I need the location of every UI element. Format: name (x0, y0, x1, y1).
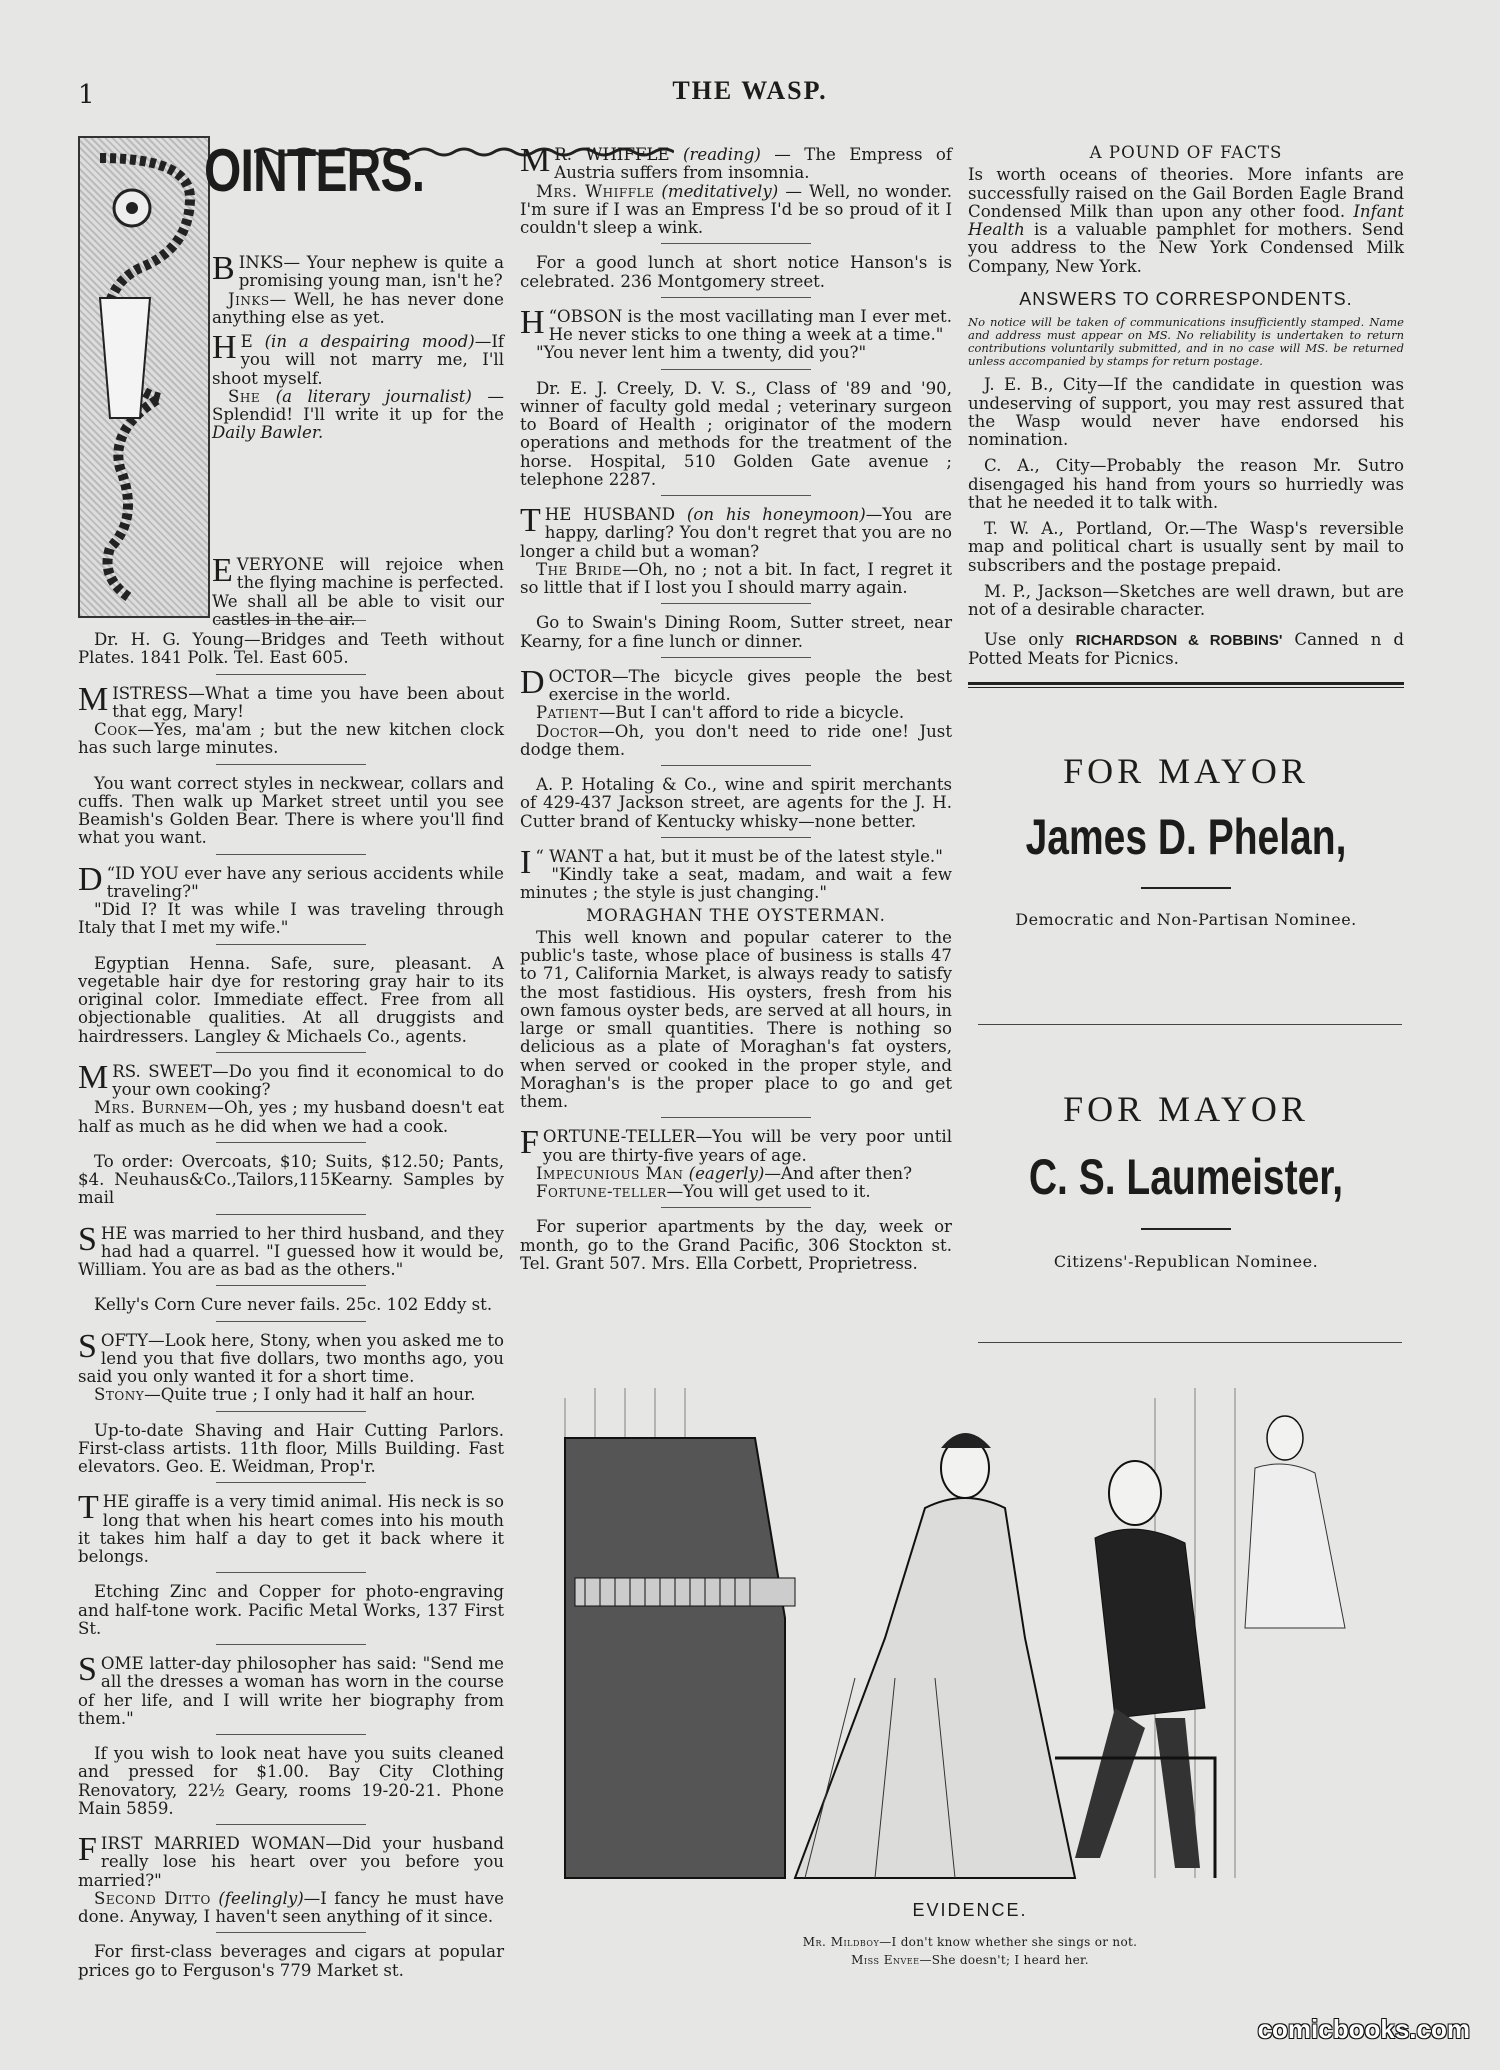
he-item (212, 329, 505, 443)
serpent-illustration (80, 138, 208, 616)
caption-text: —She doesn't; I heard her. (919, 1953, 1089, 1967)
pound-item (968, 166, 1404, 276)
laumeister-ad (968, 1030, 1404, 1271)
double-rule (968, 682, 1404, 688)
hat-line: WANT a hat, but it must be of the latest style." (543, 846, 943, 866)
ad-etching (78, 1583, 504, 1638)
speaker: Mrs. Whiffle (536, 181, 655, 201)
answer-text: T. W. A., Portland, Or.—The Wasp's reversible map and political chart is usually sent by mail to subscribers and the postage prepaid. (968, 519, 1404, 575)
ad-text: Use only (984, 630, 1076, 650)
speaker: Impecunious Man (536, 1163, 684, 1183)
ad-text: For a good lunch at short notice Hanson's is celebrated. 236 Montgomery street. (520, 253, 952, 291)
ad-text: Kelly's Corn Cure never fails. 25c. 102 Eddy st. (94, 1295, 493, 1315)
did-you-line: ID YOU ever have any serious accidents while traveling?" (106, 863, 504, 901)
doctor-line-2: —Oh, you don't need to ride one! Just dodge them. (520, 721, 952, 759)
binks-item (212, 250, 504, 327)
speaker: The Bride (536, 559, 622, 579)
she-married-text: HE was married to her third husband, and they had had a quarrel. "I guessed how it would be, William. You are as bad as the others." (78, 1223, 504, 1279)
answers-heading: ANSWERS TO CORRESPONDENTS. (1019, 288, 1353, 309)
dropcap: D (520, 663, 545, 701)
caption-text: —I don't know whether she sings or not. (879, 1935, 1138, 1949)
answer-twa (968, 520, 1404, 575)
newspaper-name: Daily Bawler. (212, 423, 324, 443)
kindly-line: "Kindly take a seat, madam, and wait a few minutes ; the style is just changing." (520, 865, 952, 903)
ad-text: Egyptian Henna. Safe, sure, pleasant. A vegetable hair dye for restoring gray hair to its original color. Immediate effect. Free from all objectionable qualities. At all druggists and hairdressers. Langley & Michaels Co., agents. (78, 953, 504, 1046)
dropcap: B (212, 250, 235, 287)
ad-young (78, 631, 504, 668)
mistress-item (78, 680, 504, 758)
ad-kelly (78, 1296, 504, 1314)
ad-neuhaus (78, 1153, 504, 1208)
speaker: Doctor (536, 721, 599, 741)
page-number: 1 (78, 80, 95, 110)
cook-line: —Yes, ma'am ; but the new kitchen clock has such large minutes. (78, 720, 504, 758)
speaker: Jinks (228, 289, 270, 309)
caption-line-2 (555, 1953, 1385, 1967)
column-2 (520, 142, 953, 1273)
dropcap: D (78, 860, 103, 898)
husband-line: HE HUSBAND (544, 505, 687, 524)
ad-swain (520, 614, 952, 651)
mistress-line: ISTRESS—What a time you have been about that egg, Mary! (112, 683, 504, 721)
dropcap: S (78, 1220, 97, 1258)
did-you-item: “ D ID YOU ever have any serious accidents while traveling?" "Did I? It was while I was traveling through Italy that I met my wife." (78, 860, 504, 938)
first-married-line: IRST MARRIED WOMAN—Did your husband really lose his heart over you before you married?" (78, 1834, 504, 1890)
pamphlet-title: Infant Health (968, 201, 1404, 239)
sweet-item (78, 1058, 504, 1136)
answer-text: J. E. B., City—If the candidate in question was undeserving of support, you may rest assured that the Wasp would never have endorsed his nomination. (968, 375, 1404, 450)
speaker: Mr. Mildboy (802, 1935, 880, 1949)
ad-hotaling (520, 776, 952, 831)
whiffle-item (520, 142, 952, 237)
ad-text: A. P. Hotaling & Co., wine and spirit merchants of 429-437 Jackson street, are agents for the J. H. Cutter brand of Kentucky whisky—none better. (520, 775, 952, 831)
first-married-item (78, 1831, 504, 1926)
hat-item: “ I WANT a hat, but it must be of the latest style." "Kindly take a seat, madam, and wait a few minutes ; the style is just changing." (520, 843, 952, 903)
pointers-initial-p (78, 136, 210, 618)
dropcap: M (520, 142, 551, 179)
impecunious-line: —And after then? (764, 1163, 912, 1183)
answers-notice: No notice will be taken of communications insufficiently stamped. Name and address must appear on MS. No reliability is undertaken to return contributions voluntarily submitted, and in no case will MS. be returned unless accompanied by stamps for return postage. (968, 314, 1404, 369)
sweet-line: RS. SWEET—Do you find it economical to do your own cooking? (112, 1061, 504, 1099)
divider (978, 1024, 1402, 1025)
evidence-illustration (555, 1378, 1385, 1898)
ad-richardson (968, 631, 1404, 668)
dropcap: F (78, 1831, 97, 1868)
bride-line: —Oh, no ; not a bit. In fact, I regret it so little that if I lost you I should marry again. (520, 559, 953, 597)
brand-name: RICHARDSON & ROBBINS' (1075, 632, 1283, 650)
fortune-line: ORTUNE-TELLER—You will be very poor until you are thirty-five years of age. (542, 1127, 952, 1165)
he-line-2: —If you will not marry me, I'll shoot myself. (212, 332, 505, 388)
candidate-name: C. S. Laumeister, (1028, 1149, 1344, 1205)
pound-text-2: is a valuable pamphlet for mothers. Send you address to the New York Condensed Milk Company, New York. (968, 220, 1404, 276)
softy-item (78, 1327, 504, 1405)
stony-line: —Quite true ; I only had it half an hour. (144, 1385, 476, 1405)
ad-cleaning (78, 1745, 504, 1818)
answer-mp (968, 583, 1404, 620)
doctor-line: OCTOR—The bicycle gives people the best exercise in the world. (548, 666, 952, 704)
dropcap: S (78, 1327, 97, 1365)
answer-jeb (968, 376, 1404, 449)
fortune-line-2: —You will get used to it. (666, 1182, 871, 1201)
pointers-heading: OINTERS. (204, 137, 425, 204)
did-i-line: "Did I? It was while I was traveling through Italy that I met my wife." (78, 900, 504, 938)
ad-text: Etching Zinc and Copper for photo-engraving and half-tone work. Pacific Metal Works, 137 First St. (78, 1582, 504, 1638)
doctor-item (520, 663, 952, 759)
logo-side-text (212, 250, 505, 443)
dropcap: T (520, 502, 541, 539)
ad-text: For superior apartments by the day, week or month, go to the Grand Pacific, 306 Stockton st. Tel. Grant 507. Mrs. Ella Corbett, Proprietress. (520, 1217, 952, 1273)
dropcap: M (78, 680, 109, 718)
dropcap: T (78, 1489, 99, 1527)
giraffe-item (78, 1489, 504, 1566)
phelan-ad (968, 752, 1404, 928)
moraghan-heading: MORAGHAN THE OYSTERMAN. (586, 905, 886, 925)
for-mayor-heading: FOR MAYOR (1063, 1089, 1309, 1129)
softy-line: OFTY—Look here, Stony, when you asked me to lend you that five dollars, two months ago, you said you only wanted it for a short time. (78, 1330, 504, 1386)
stage-direction: (reading) (683, 145, 761, 164)
dropcap: I (520, 843, 532, 881)
moraghan-item (520, 929, 952, 1112)
ad-text: If you wish to look neat have you suits cleaned and pressed for $1.00. Bay City Clothing Renovatory, 22½ Geary, rooms 19-20-21. Phone Main 5859. (78, 1744, 504, 1818)
she-line: — Splendid! I'll write it up for the (212, 386, 504, 424)
speaker: Cook (94, 720, 138, 739)
everyone-text: VERYONE will rejoice when the flying machine is perfected. We shall all be able to visit our castles in the air. (212, 555, 504, 629)
caption-line-1 (555, 1935, 1385, 1949)
column-3 (968, 140, 1404, 928)
speaker: Stony (94, 1385, 145, 1405)
dropcap: E (212, 552, 233, 589)
he-line: E (240, 332, 265, 351)
answer-text: M. P., Jackson—Sketches are well drawn, but are not of a desirable character. (968, 581, 1404, 620)
speaker: Fortune-teller (536, 1182, 667, 1201)
pointers-logo (78, 136, 505, 629)
dropcap: F (520, 1124, 539, 1162)
nominee-line: Citizens'-Republican Nominee. (1053, 1252, 1319, 1271)
stage-direction: (meditatively) (654, 181, 779, 201)
ad-text: Dr. H. G. Young—Bridges and Teeth without Plates. 1841 Polk. Tel. East 605. (78, 630, 504, 668)
ad-text: Up-to-date Shaving and Hair Cutting Parlors. First-class artists. 11th floor, Mills Building. Fast elevators. Geo. E. Weidman, Prop'r. (78, 1420, 504, 1476)
mrs-whiffle-line: — Well, no wonder. I'm sure if I was an Empress I'd be so proud of it I couldn't sleep a wink. (520, 181, 952, 237)
ad-text: Dr. E. J. Creely, D. V. S., Class of '89 and '90, winner of faculty gold medal ; veterinary surgeon to Board of Health ; originator of the modern operations and methods for the treatment of the horse. Hospital, 510 Golden Gate avenue ; telephone 2287. (520, 378, 952, 489)
dropcap: S (78, 1651, 97, 1688)
stage-direction: (a literary journalist) (260, 386, 472, 406)
hobson-item: “ H OBSON is the most vacillating man I ever met. He never sticks to one thing a week at a time." "You never lent him a twenty, did you?" (520, 303, 952, 363)
ad-henna (78, 955, 504, 1046)
moraghan-text: This well known and popular caterer to the public's taste, whose place of business is stalls 47 to 71, California Market, is always ready to satisfy the most fastidious. His oysters, fresh from his own famous oyster beds, are served at all hours, in large or small quantities. There is nothing so delicious as a plate of Moraghan's fat oysters, when served or cooked in the proper style, and Moraghan's is the proper place to go and get them. (520, 927, 952, 1111)
speaker: Patient (536, 703, 599, 723)
nominee-line: Democratic and Non-Partisan Nominee. (1015, 909, 1357, 929)
ad-ferguson (78, 1943, 504, 1980)
philosopher-item (78, 1651, 504, 1728)
ad-weidman (78, 1422, 504, 1477)
whiffle-line: R. WHIFFLE (554, 145, 684, 164)
ad-text: For first-class beverages and cigars at popular prices go to Ferguson's 779 Market st. (78, 1942, 504, 1980)
patient-line: —But I can't afford to ride a bicycle. (598, 703, 905, 723)
masthead-title: THE WASP. (672, 76, 828, 105)
ad-pacific (520, 1218, 952, 1273)
speaker: Miss Envee (851, 1953, 920, 1967)
twenty-line: "You never lent him a twenty, did you?" (536, 343, 867, 363)
dropcap: H (520, 303, 545, 341)
second-ditto-line: —I fancy he must have done. Anyway, I haven't seen anything of it since. (78, 1888, 504, 1926)
dropcap: M (78, 1058, 109, 1096)
stage-direction: (on his honeymoon) (686, 505, 866, 524)
giraffe-text: HE giraffe is a very timid animal. His neck is so long that when his heart comes into his mouth it takes him half a day to get it back where it belongs. (78, 1492, 504, 1566)
whiffle-line-2: — The Empress of Austria suffers from insomnia. (554, 145, 952, 183)
divider (978, 1342, 1402, 1343)
fortune-item (520, 1124, 952, 1201)
husband-line-2: —You are happy, darling? You don't regret that you are no longer a child but a woman? (520, 505, 952, 561)
ad-neckwear (78, 775, 504, 848)
answer-ca (968, 457, 1404, 512)
pound-heading: A POUND OF FACTS (1089, 143, 1283, 162)
hobson-line: OBSON is the most vacillating man I ever met. He never sticks to one thing a week at a time." (548, 306, 952, 344)
watermark-text: comicbooks.com (1257, 2014, 1470, 2044)
ad-creely (520, 380, 952, 490)
for-mayor-heading: FOR MAYOR (1063, 751, 1309, 792)
burnem-line: —Oh, yes ; my husband doesn't eat half as much as he did when we had a cook. (78, 1098, 504, 1136)
dropcap: H (212, 329, 237, 366)
ad-text: Go to Swain's Dining Room, Sutter street, near Kearny, for a fine lunch or dinner. (520, 613, 952, 651)
speaker: Second Ditto (94, 1888, 211, 1908)
jinks-line: — Well, he has never done anything else as yet. (212, 289, 504, 327)
ad-hanson (520, 254, 952, 291)
ad-text: You want correct styles in neckwear, collars and cuffs. Then walk up Market street until you see Beamish's Golden Bear. There is where you'll find what you want. (78, 773, 504, 848)
candidate-name: James D. Phelan, (1025, 808, 1347, 865)
husband-item (520, 502, 953, 597)
everyone-item (212, 552, 504, 629)
ad-text-2: Canned n d Potted Meats for Picnics. (968, 630, 1404, 668)
column-1 (78, 136, 504, 1980)
pound-text: Is worth oceans of theories. More infants are successfully raised on the Gail Borden Eagle Brand Condensed Milk than upon any other food. (968, 165, 1404, 221)
philosopher-text: OME latter-day philosopher has said: "Send me all the dresses a woman has worn in the course of her life, and I will write her biography from them." (78, 1654, 504, 1728)
binks-line: INKS— Your nephew is quite a promising young man, isn't he? (238, 253, 504, 291)
answer-text: C. A., City—Probably the reason Mr. Sutro disengaged his hand from yours so hurriedly was that he needed it to talk with. (968, 456, 1404, 512)
illustration-title: EVIDENCE. (912, 1900, 1028, 1920)
ad-text: To order: Overcoats, $10; Suits, $12.50; Pants, $4. Neuhaus&Co.,Tailors,115Kearny. Samples by mail (78, 1151, 504, 1208)
speaker: Mrs. Burnem (94, 1098, 208, 1118)
she-married-item (78, 1220, 504, 1280)
stage-direction: (eagerly) (683, 1163, 765, 1183)
stage-direction: (in a despairing mood) (264, 332, 475, 351)
speaker: She (228, 386, 261, 406)
stage-direction: (feelingly) (210, 1888, 304, 1908)
